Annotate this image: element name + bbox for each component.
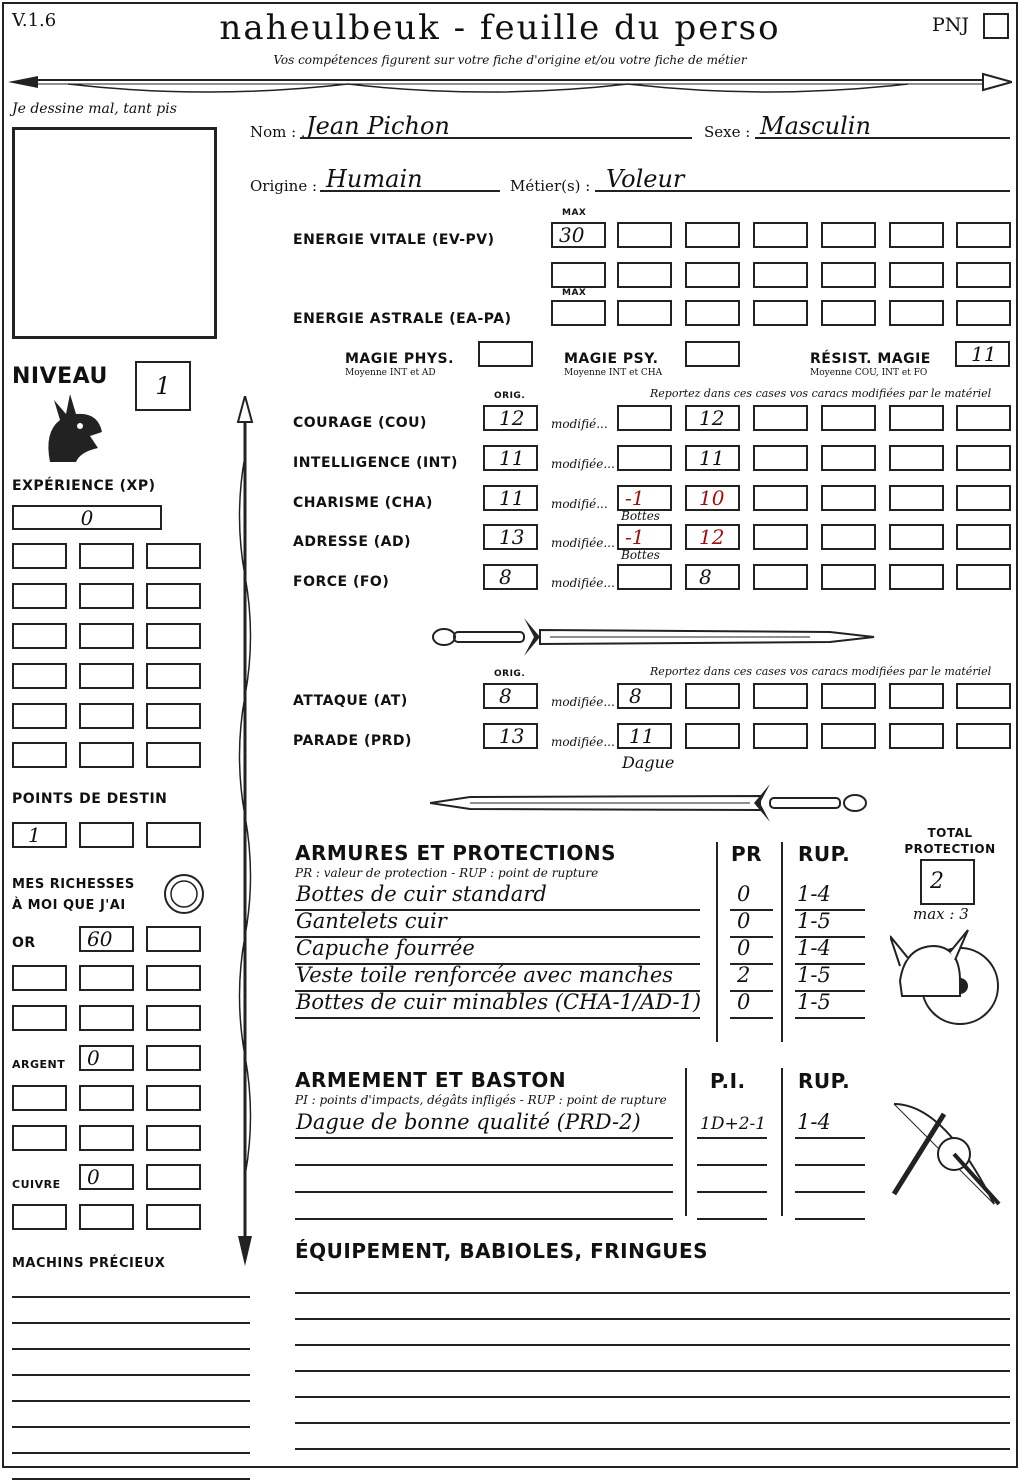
tracker-box[interactable]	[146, 1125, 201, 1151]
xp-label: EXPÉRIENCE (XP)	[12, 478, 156, 494]
tracker-box[interactable]	[12, 623, 67, 649]
tracker-box[interactable]	[146, 1005, 201, 1031]
combat-mod-box[interactable]: 8	[617, 683, 672, 709]
argent-label: ARGENT	[12, 1058, 66, 1071]
carac-final-box[interactable]: 12	[685, 524, 740, 550]
tracker-box[interactable]	[146, 583, 201, 609]
carac-extra-box[interactable]	[956, 445, 1011, 471]
armure-rup[interactable]: 1-5	[797, 990, 831, 1014]
combat-orig-label: ORIG.	[494, 669, 526, 679]
ea-box[interactable]	[889, 300, 944, 326]
metier-line	[595, 190, 1010, 192]
combat-extra-box[interactable]	[889, 683, 944, 709]
combat-extra-box[interactable]	[753, 723, 808, 749]
tracker-box[interactable]	[12, 965, 67, 991]
armures-rup-header: RUP.	[798, 842, 851, 866]
ea-box[interactable]	[956, 300, 1011, 326]
equipement-line[interactable]	[295, 1344, 1010, 1346]
total-protection-max: max : 3	[913, 905, 969, 923]
origine-label: Origine :	[250, 177, 318, 195]
metier-value[interactable]: Voleur	[606, 165, 685, 193]
ea-max-label: MAX	[562, 288, 587, 298]
carac-extra-box[interactable]	[753, 485, 808, 511]
pnj-checkbox[interactable]	[983, 13, 1009, 39]
spear-divider-icon	[8, 66, 1012, 102]
tracker-box[interactable]	[12, 1204, 67, 1230]
ev-box[interactable]	[551, 262, 606, 288]
ev-label: ENERGIE VITALE (EV-PV)	[293, 232, 495, 248]
armement-pi-header: P.I.	[710, 1069, 746, 1093]
tracker-box[interactable]	[79, 742, 134, 768]
total-protection-label-2: PROTECTION	[904, 842, 996, 856]
sexe-line	[755, 137, 1010, 139]
ev-box[interactable]	[889, 262, 944, 288]
armure-rup[interactable]: 1-4	[797, 936, 831, 960]
combat-extra-box[interactable]	[956, 683, 1011, 709]
argent-box-2[interactable]	[146, 1045, 201, 1071]
arme-pi-line	[697, 1218, 767, 1220]
machins-line[interactable]	[12, 1426, 250, 1428]
destin-box-3[interactable]	[146, 822, 201, 848]
tracker-box[interactable]	[146, 965, 201, 991]
tracker-box[interactable]	[146, 1204, 201, 1230]
carac-extra-box[interactable]	[956, 524, 1011, 550]
armement-title: ARMEMENT ET BASTON	[295, 1068, 567, 1092]
carac-modif-label: modifié...	[551, 417, 608, 431]
equipement-title: ÉQUIPEMENT, BABIOLES, FRINGUES	[295, 1239, 709, 1263]
tracker-box[interactable]	[146, 663, 201, 689]
ev-box[interactable]	[753, 222, 808, 248]
weapons-icon	[884, 1094, 1006, 1216]
carac-extra-box[interactable]	[821, 445, 876, 471]
tracker-box[interactable]	[146, 543, 201, 569]
sword-icon-2	[430, 778, 875, 828]
portrait-caption: Je dessine mal, tant pis	[12, 101, 177, 117]
machins-line[interactable]	[12, 1452, 250, 1454]
resist-magie-label: RÉSIST. MAGIE	[810, 351, 931, 367]
nom-line	[300, 137, 692, 139]
armure-pr-line	[730, 1017, 773, 1019]
combat-report-note: Reportez dans ces cases vos caracs modifiées par le matériel	[650, 665, 992, 678]
tracker-box[interactable]	[12, 1125, 67, 1151]
ev-box[interactable]	[889, 222, 944, 248]
armure-name[interactable]: Veste toile renforcée avec manches	[296, 963, 674, 987]
carac-final-box[interactable]: 8	[685, 564, 740, 590]
niveau-label: NIVEAU	[12, 364, 108, 389]
tracker-box[interactable]	[12, 663, 67, 689]
arme-pi-line	[697, 1191, 767, 1193]
ev-box[interactable]	[617, 262, 672, 288]
ea-box[interactable]	[617, 300, 672, 326]
carac-extra-box[interactable]	[889, 524, 944, 550]
armures-divider-2	[781, 842, 783, 1042]
carac-extra-box[interactable]	[821, 485, 876, 511]
ev-box[interactable]	[685, 262, 740, 288]
equipement-line[interactable]	[295, 1370, 1010, 1372]
niveau-box[interactable]: 1	[135, 361, 191, 411]
combat-extra-box[interactable]	[889, 723, 944, 749]
tracker-box[interactable]	[79, 663, 134, 689]
carac-final-box[interactable]: 10	[685, 485, 740, 511]
armure-rup-line	[795, 1017, 865, 1019]
combat-label: PARADE (PRD)	[293, 733, 412, 749]
combat-label: ATTAQUE (AT)	[293, 693, 408, 709]
armure-name[interactable]: Gantelets cuir	[296, 909, 447, 933]
tracker-box[interactable]	[79, 1085, 134, 1111]
machins-line[interactable]	[12, 1374, 250, 1376]
armure-name[interactable]: Bottes de cuir minables (CHA-1/AD-1)	[296, 990, 702, 1014]
armure-pr[interactable]: 2	[737, 963, 751, 987]
tracker-box[interactable]	[79, 543, 134, 569]
combat-extra-box[interactable]	[956, 723, 1011, 749]
armures-title: ARMURES ET PROTECTIONS	[295, 841, 616, 865]
machins-line[interactable]	[12, 1348, 250, 1350]
carac-orig-box[interactable]: 11	[483, 445, 538, 471]
carac-extra-box[interactable]	[753, 524, 808, 550]
portrait-box[interactable]	[12, 127, 217, 339]
xp-box[interactable]: 0	[12, 505, 162, 530]
origine-value[interactable]: Humain	[326, 165, 423, 193]
carac-final-box[interactable]: 12	[685, 405, 740, 431]
destin-label: POINTS DE DESTIN	[12, 791, 168, 807]
armure-pr[interactable]: 0	[737, 990, 751, 1014]
version-label: V.1.6	[12, 10, 57, 31]
ea-max-box[interactable]	[551, 300, 606, 326]
arme-line	[295, 1137, 673, 1139]
equipement-line[interactable]	[295, 1396, 1010, 1398]
carac-extra-box[interactable]	[889, 445, 944, 471]
combat-modif-label: modifiée...	[551, 735, 615, 749]
tracker-box[interactable]	[79, 1125, 134, 1151]
destin-box-1[interactable]: 1	[12, 822, 67, 848]
arme-rup-line	[795, 1218, 865, 1220]
carac-extra-box[interactable]	[956, 405, 1011, 431]
armure-line	[295, 1017, 700, 1019]
tracker-box[interactable]	[12, 1005, 67, 1031]
tracker-box[interactable]	[12, 742, 67, 768]
carac-mod-box[interactable]	[617, 445, 672, 471]
equipement-line[interactable]	[295, 1292, 1010, 1294]
pnj-label: PNJ	[932, 14, 970, 36]
dragon-icon	[40, 392, 105, 464]
arme-line	[295, 1191, 673, 1193]
magie-phys-label: MAGIE PHYS.	[345, 351, 454, 367]
ea-box[interactable]	[821, 300, 876, 326]
sexe-value[interactable]: Masculin	[760, 112, 871, 140]
ea-box[interactable]	[685, 300, 740, 326]
caracs-report-note: Reportez dans ces cases vos caracs modifiées par le matériel	[650, 387, 992, 400]
arme-pi-line	[697, 1164, 767, 1166]
carac-extra-box[interactable]	[956, 564, 1011, 590]
carac-label: ADRESSE (AD)	[293, 534, 412, 550]
ev-box[interactable]	[956, 262, 1011, 288]
cuivre-label: CUIVRE	[12, 1178, 61, 1191]
carac-label: INTELLIGENCE (INT)	[293, 455, 458, 471]
cuivre-box[interactable]: 0	[79, 1164, 134, 1190]
carac-extra-box[interactable]	[956, 485, 1011, 511]
coin-icon	[162, 872, 206, 916]
equipement-line[interactable]	[295, 1448, 1010, 1450]
carac-orig-box[interactable]: 13	[483, 524, 538, 550]
tracker-box[interactable]	[79, 1204, 134, 1230]
combat-orig-box[interactable]: 13	[483, 723, 538, 749]
richesses-label-1: MES RICHESSES	[12, 877, 135, 892]
tracker-box[interactable]	[12, 583, 67, 609]
equipement-line[interactable]	[295, 1422, 1010, 1424]
tracker-box[interactable]	[146, 623, 201, 649]
tracker-box[interactable]	[12, 1085, 67, 1111]
tracker-box[interactable]	[146, 742, 201, 768]
armement-divider	[685, 1068, 687, 1216]
ev-max-label: MAX	[562, 208, 587, 218]
arme-name[interactable]: Dague de bonne qualité (PRD-2)	[296, 1110, 641, 1134]
carac-modif-label: modifiée...	[551, 457, 615, 471]
carac-modif-label: modifiée...	[551, 576, 615, 590]
ev-box[interactable]	[821, 262, 876, 288]
carac-label: CHARISME (CHA)	[293, 495, 433, 511]
armure-pr[interactable]: 0	[737, 882, 751, 906]
tracker-box[interactable]	[12, 543, 67, 569]
carac-modif-label: modifié...	[551, 497, 608, 511]
tracker-box[interactable]	[79, 703, 134, 729]
ev-max-box[interactable]: 30	[551, 222, 606, 248]
carac-mod-box[interactable]	[617, 564, 672, 590]
equipement-line[interactable]	[295, 1318, 1010, 1320]
or-label: OR	[12, 935, 36, 951]
ea-box[interactable]	[753, 300, 808, 326]
cuivre-box-2[interactable]	[146, 1164, 201, 1190]
ev-box[interactable]	[956, 222, 1011, 248]
armure-rup[interactable]: 1-5	[797, 909, 831, 933]
combat-modif-label: modifiée...	[551, 695, 615, 709]
carac-mod-note: Bottes	[621, 548, 660, 562]
tracker-box[interactable]	[12, 703, 67, 729]
ev-box[interactable]	[753, 262, 808, 288]
helmet-shield-icon	[890, 926, 1000, 1036]
carac-final-box[interactable]: 11	[685, 445, 740, 471]
armure-pr[interactable]: 0	[737, 936, 751, 960]
tracker-box[interactable]	[79, 1005, 134, 1031]
machins-line[interactable]	[12, 1400, 250, 1402]
armures-note: PR : valeur de protection - RUP : point de rupture	[295, 866, 599, 880]
carac-orig-box[interactable]: 11	[483, 485, 538, 511]
machins-line[interactable]	[12, 1296, 250, 1298]
carac-extra-box[interactable]	[889, 485, 944, 511]
carac-orig-box[interactable]: 12	[483, 405, 538, 431]
or-box-2[interactable]	[146, 926, 201, 952]
armure-rup[interactable]: 1-4	[797, 882, 831, 906]
carac-mod-box[interactable]: -1	[617, 524, 672, 550]
armement-rup-header: RUP.	[798, 1069, 851, 1093]
nom-label: Nom :	[250, 123, 297, 141]
tracker-box[interactable]	[79, 583, 134, 609]
tracker-box[interactable]	[146, 703, 201, 729]
sword-icon	[430, 612, 875, 662]
destin-box-2[interactable]	[79, 822, 134, 848]
tracker-box[interactable]	[146, 1085, 201, 1111]
combat-extra-box[interactable]	[685, 723, 740, 749]
origine-line	[320, 190, 500, 192]
armures-divider	[716, 842, 718, 1042]
ev-box[interactable]	[685, 222, 740, 248]
carac-extra-box[interactable]	[889, 564, 944, 590]
armure-name[interactable]: Capuche fourrée	[296, 936, 475, 960]
magie-psy-box[interactable]	[685, 341, 740, 367]
ev-box[interactable]	[617, 222, 672, 248]
carac-mod-note: Bottes	[621, 509, 660, 523]
carac-extra-box[interactable]	[753, 405, 808, 431]
machins-label: MACHINS PRÉCIEUX	[12, 1256, 166, 1271]
combat-orig-box[interactable]: 8	[483, 683, 538, 709]
page-subtitle: Vos compétences figurent sur votre fiche d'origine et/ou votre fiche de métier	[273, 53, 747, 67]
magie-phys-box[interactable]	[478, 341, 533, 367]
arme-rup-line	[795, 1164, 865, 1166]
armure-name[interactable]: Bottes de cuir standard	[296, 882, 547, 906]
carac-extra-box[interactable]	[821, 564, 876, 590]
arme-rup-line	[795, 1191, 865, 1193]
combat-extra-box[interactable]	[821, 723, 876, 749]
carac-mod-box[interactable]: -1	[617, 485, 672, 511]
combat-extra-box[interactable]	[753, 683, 808, 709]
combat-extra-box[interactable]	[685, 683, 740, 709]
combat-mod-note: Dague	[622, 753, 675, 772]
resist-magie-sub: Moyenne COU, INT et FO	[810, 368, 928, 378]
arme-rup[interactable]: 1-4	[797, 1110, 831, 1134]
arme-line	[295, 1218, 673, 1220]
carac-modif-label: modifiée...	[551, 536, 615, 550]
arme-pi[interactable]: 1D+2-1	[700, 1114, 767, 1134]
vertical-spear-icon	[230, 396, 260, 1266]
metier-label: Métier(s) :	[510, 177, 591, 195]
carac-orig-box[interactable]: 8	[483, 564, 538, 590]
caracs-orig-label: ORIG.	[494, 391, 526, 401]
ev-box[interactable]	[821, 222, 876, 248]
magie-psy-label: MAGIE PSY.	[564, 351, 659, 367]
carac-extra-box[interactable]	[821, 405, 876, 431]
magie-psy-sub: Moyenne INT et CHA	[564, 368, 663, 378]
armement-note: PI : points d'impacts, dégâts infligés - RUP : point de rupture	[295, 1093, 667, 1107]
carac-extra-box[interactable]	[753, 564, 808, 590]
richesses-label-2: À MOI QUE J'AI	[12, 898, 126, 913]
nom-value[interactable]: Jean Pichon	[306, 112, 450, 140]
ea-label: ENERGIE ASTRALE (EA-PA)	[293, 311, 512, 327]
tracker-box[interactable]	[79, 623, 134, 649]
carac-extra-box[interactable]	[821, 524, 876, 550]
magie-phys-sub: Moyenne INT et AD	[345, 368, 436, 378]
total-protection-label-1: TOTAL	[927, 826, 973, 840]
or-box[interactable]: 60	[79, 926, 134, 952]
total-protection-box[interactable]: 2	[920, 859, 975, 905]
carac-label: FORCE (FO)	[293, 574, 390, 590]
arme-pi-line	[697, 1137, 767, 1139]
arme-line	[295, 1164, 673, 1166]
carac-extra-box[interactable]	[889, 405, 944, 431]
carac-mod-box[interactable]	[617, 405, 672, 431]
arme-rup-line	[795, 1137, 865, 1139]
carac-extra-box[interactable]	[753, 445, 808, 471]
argent-box[interactable]: 0	[79, 1045, 134, 1071]
resist-magie-box[interactable]: 11	[955, 341, 1010, 367]
machins-line[interactable]	[12, 1322, 250, 1324]
combat-extra-box[interactable]	[821, 683, 876, 709]
armure-rup[interactable]: 1-5	[797, 963, 831, 987]
carac-label: COURAGE (COU)	[293, 415, 427, 431]
page-title: naheulbeuk - feuille du perso	[219, 8, 781, 48]
armure-pr[interactable]: 0	[737, 909, 751, 933]
armement-divider-2	[781, 1068, 783, 1216]
sexe-label: Sexe :	[704, 123, 751, 141]
armures-pr-header: PR	[731, 842, 763, 866]
combat-mod-box[interactable]: 11	[617, 723, 672, 749]
tracker-box[interactable]	[79, 965, 134, 991]
